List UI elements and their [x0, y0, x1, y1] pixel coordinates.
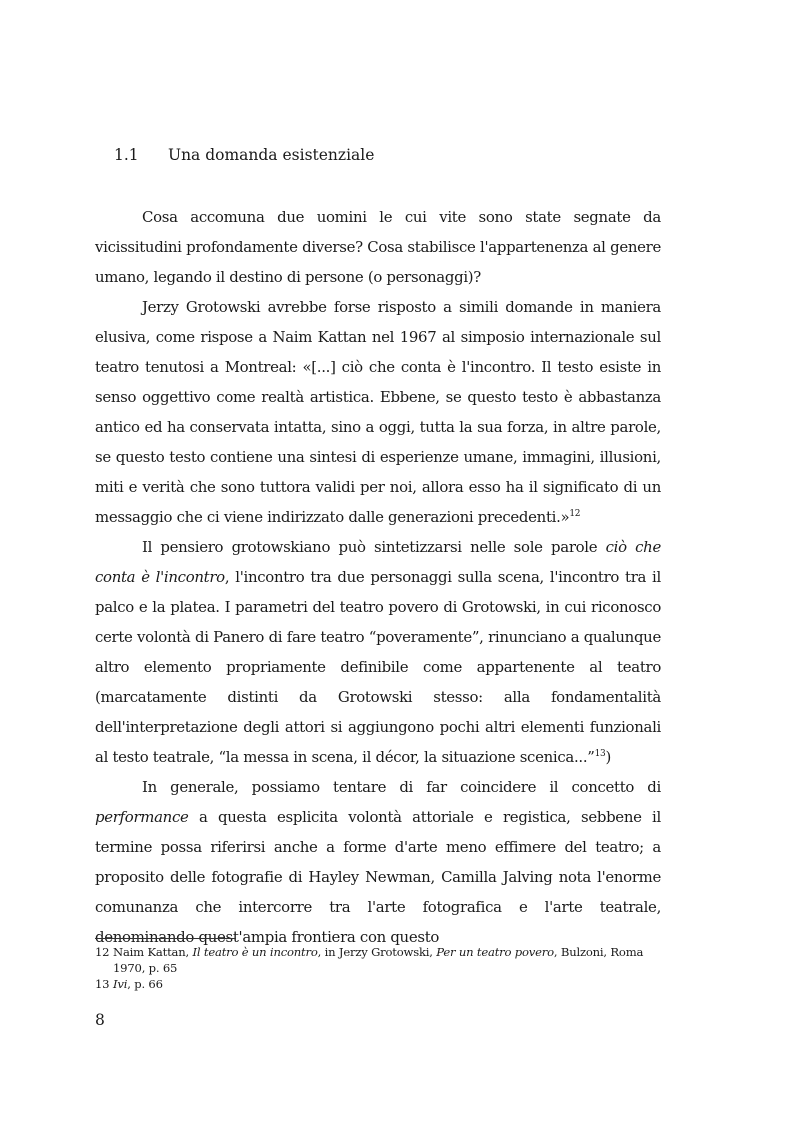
section-title: Una domanda esistenziale — [168, 146, 375, 164]
paragraph-4-emphasis: performance — [95, 808, 189, 826]
paragraph-3-text-a: Il pensiero grotowskiano può sintetizzarsi nelle sole parole — [142, 538, 606, 556]
footnote-13 — [95, 976, 663, 992]
footnote-title-1: Il teatro è un incontro — [192, 945, 318, 959]
footnote-12 — [95, 944, 663, 976]
paragraph-2-text: Jerzy Grotowski avrebbe forse risposto a simili domande in maniera elusiva, come rispose a Naim Kattan nel 1967 al simposio internazionale sul teatro tenutosi a Montreal: «[...] ciò che conta è l'incontro. Il testo esiste in senso oggettivo come realtà artistica. Ebbene, se questo testo è abbastanza antico ed ha conservata intatta, sino a oggi, tutta la sua forza, in altre parole, se questo testo contiene una sintesi di esperienze umane, immagini, illusioni, miti e verità che sono tuttora validi per noi, allora esso ha il significato di un messaggio che ci viene indirizzato dalle generazioni precedenti.» — [95, 298, 661, 526]
footnote-text-c: , Bulzoni, Roma 1970, p. 65 — [113, 945, 644, 975]
page-number: 8 — [95, 1011, 105, 1029]
section-number: 1.1 — [114, 146, 139, 164]
body-text — [95, 202, 661, 952]
footnote-author: Naim Kattan, — [113, 945, 193, 959]
footnote-ref-12[interactable]: 12 — [569, 509, 581, 519]
section-heading — [114, 144, 374, 166]
footnote-number: 12 — [95, 945, 110, 959]
footnote-separator — [95, 938, 236, 939]
paragraph-3 — [95, 532, 661, 772]
paragraph-3-emphasis: ciò che conta è l'incontro — [95, 538, 661, 586]
footnote-text-b: , in Jerzy Grotowski, — [317, 945, 437, 959]
paragraph-4 — [95, 772, 661, 952]
paragraph-2 — [95, 292, 661, 532]
footnote-number: 13 — [95, 977, 110, 991]
footnote-page: , p. 66 — [127, 977, 163, 991]
footnotes — [95, 944, 663, 992]
paragraph-1-text: Cosa accomuna due uomini le cui vite sono state segnate da vicissitudini profondamente diverse? Cosa stabilisce l'appartenenza al genere umano, legando il destino di persone (o personaggi)? — [95, 208, 661, 286]
footnote-text — [113, 976, 663, 992]
paragraph-1 — [95, 202, 661, 292]
footnote-ivi: Ivi — [113, 977, 128, 991]
footnote-ref-13[interactable]: 13 — [594, 749, 606, 759]
paragraph-4-text-b: a questa esplicita volontà attoriale e registica, sebbene il termine possa riferirsi anche a forme d'arte meno effimere del teatro; a proposito delle fotografie di Hayley Newman, Camilla Jalving nota l'enorme comunanza che intercorre tra l'arte fotografica e l'arte teatrale, denominando quest'ampia frontiera con questo — [95, 808, 661, 946]
paragraph-4-text-a: In generale, possiamo tentare di far coincidere il concetto di — [142, 778, 661, 796]
paragraph-3-text-end: ) — [605, 748, 611, 766]
footnote-title-2: Per un teatro povero — [436, 945, 554, 959]
paragraph-3-text-b: , l'incontro tra due personaggi sulla scena, l'incontro tra il palco e la platea. I parametri del teatro povero di Grotowski, in cui riconosco certe volontà di Panero di fare teatro “poveramente”, rinunciano a qualunque altro elemento propriamente definibile come appartenente al teatro (marcatamente distinti da Grotowski stesso: alla fondamentalità dell'interpretazione degli attori si aggiungono pochi altri elementi funzionali al testo teatrale, “la messa in scena, il décor, la situazione scenica...” — [95, 568, 661, 766]
footnote-text — [113, 944, 663, 976]
